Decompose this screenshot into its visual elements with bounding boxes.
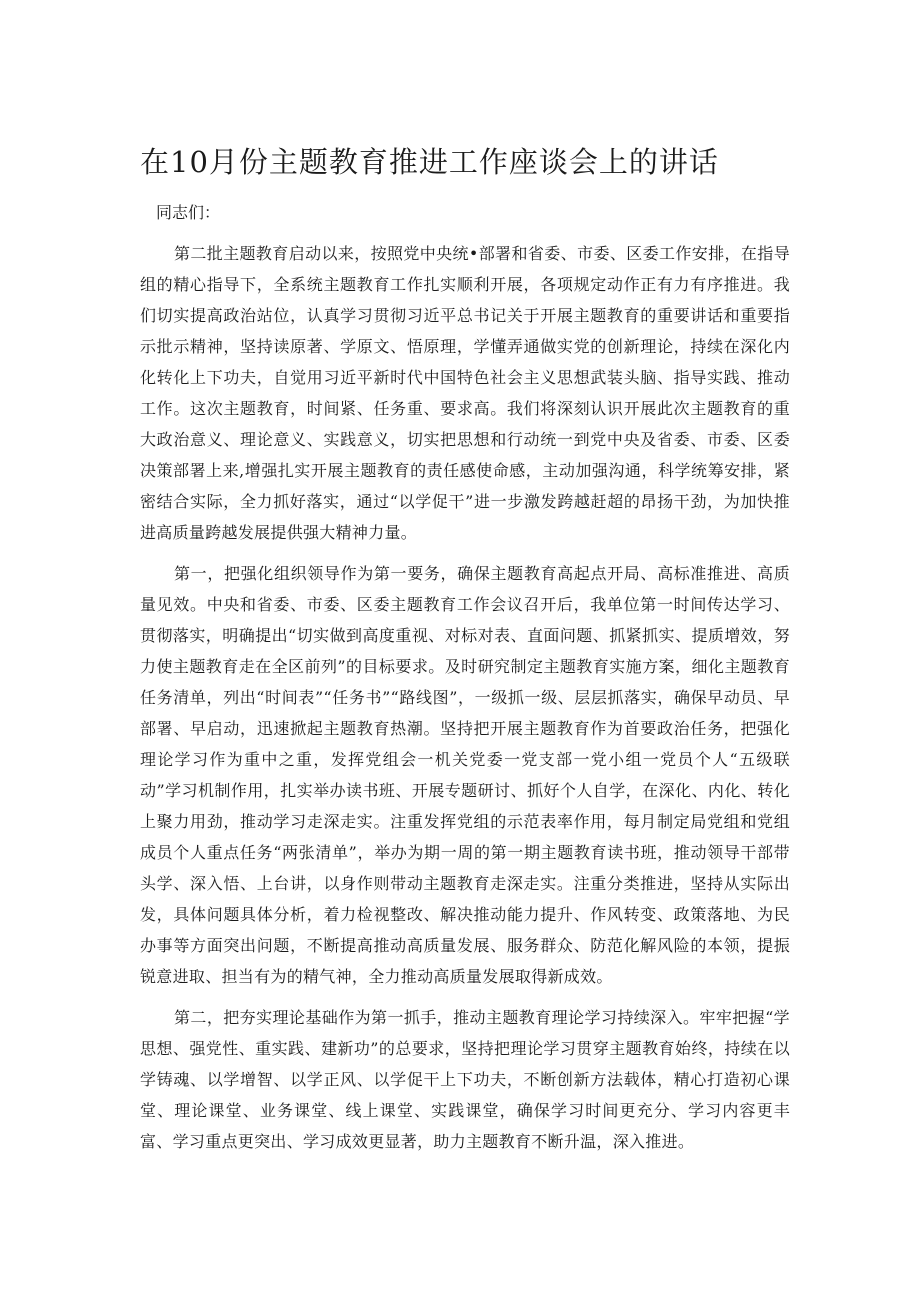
document-body xyxy=(140,195,790,1167)
salutation: 同志们： xyxy=(156,203,221,222)
paragraph-second-point: 第二，把夯实理论基础作为第一抓手，推动主题教育理论学习持续深入。牢牢把握“学思想、强党性、重实践、建新功”的总要求，坚持把理论学习贯穿主题教育始终，持续在以学铸魂、以学增智、以学正风、以学促干上下功夫，不断创新方法载体，精心打造初心课堂、理论课堂、业务课堂、线上课堂、实践课堂，确保学习时间更充分、学习内容更丰富、学习重点更突出、学习成效更显著，助力主题教育不断升温，深入推进。 xyxy=(140,1008,790,1151)
paragraph-first-point: 第一，把强化组织领导作为第一要务，确保主题教育高起点开局、高标准推进、高质量见效。中央和省委、市委、区委主题教育工作会议召开后，我单位第一时间传达学习、贯彻落实，明确提出“切实做到高度重视、对标对表、直面问题、抓紧抓实、提质增效，努力使主题教育走在全区前列”的目标要求。及时研究制定主题教育实施方案，细化主题教育任务清单，列出“时间表”“任务书”“路线图”，一级抓一级、层层抓落实，确保早动员、早部署、早启动，迅速掀起主题教育热潮。坚持把开展主题教育作为首要政治任务，把强化理论学习作为重中之重，发挥党组会一机关党委一党支部一党小组一党员个人“五级联动”学习机制作用，扎实举办读书班、开展专题研讨、抓好个人自学，在深化、内化、转化上聚力用劲，推动学习走深走实。注重发挥党组的示范表率作用，每月制定局党组和党组成员个人重点任务“两张清单”，举办为期一周的第一期主题教育读书班，推动领导干部带头学、深入悟、上台讲，以身作则带动主题教育走深走实。注重分类推进，坚持从实际出发，具体问题具体分析，着力检视整改、解决推动能力提升、作风转变、政策落地、为民办事等方面突出问题，不断提高推动高质量发展、服务群众、防范化解风险的本领，提振锐意进取、担当有为的精气神，全力推动高质量发展取得新成效。 xyxy=(140,564,790,986)
document-title: 在10月份主题教育推进工作座谈会上的讲话 xyxy=(140,145,719,179)
paragraph-intro: 第二批主题教育启动以来，按照党中央统•部署和省委、市委、区委工作安排，在指导组的精心指导下，全系统主题教育工作扎实顺利开展，各项规定动作正有力有序推进。我们切实提高政治站位，认真学习贯彻习近平总书记关于开展主题教育的重要讲话和重要指示批示精神，坚持读原著、学原文、悟原理，学懂弄通做实党的创新理论，持续在深化内化转化上下功夫，自觉用习近平新时代中国特色社会主义思想武装头脑、指导实践、推动工作。这次主题教育，时间紧、任务重、要求高。我们将深刻认识开展此次主题教育的重大政治意义、理论意义、实践意义，切实把思想和行动统一到党中央及省委、市委、区委决策部署上来,增强扎实开展主题教育的责任感使命感，主动加强沟通，科学统筹安排，紧密结合实际，全力抓好落实，通过“以学促干”进一步激发跨越赶超的昂扬干劲，为加快推进高质量跨越发展提供强大精神力量。 xyxy=(140,244,790,542)
